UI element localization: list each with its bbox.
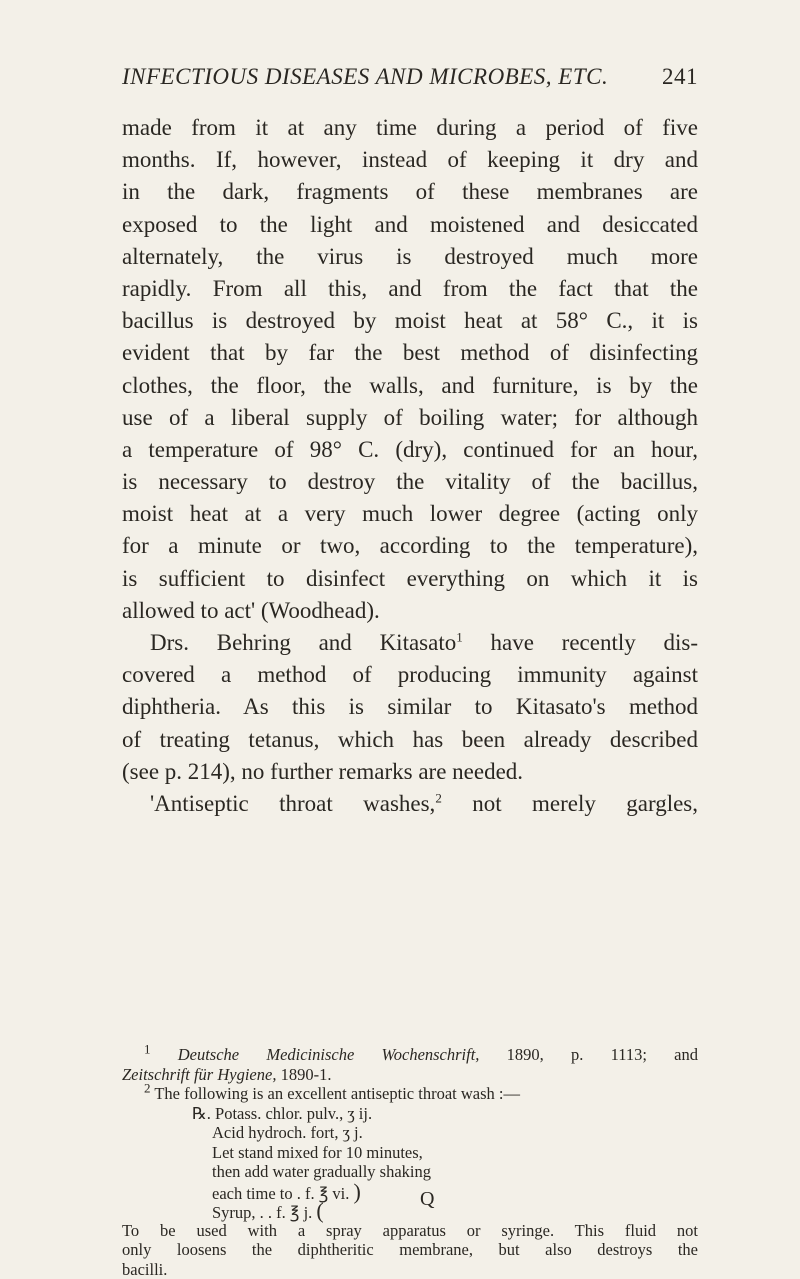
- body-line: allowed to act' (Woodhead).: [122, 595, 698, 627]
- brace-mark: (: [316, 1198, 323, 1223]
- body-line: clothes, the floor, the walls, and furniture, is by the: [122, 370, 698, 402]
- text-run: 1890, p. 1113; and: [479, 1045, 698, 1064]
- text-run: each time to . f. ℥ vi.: [212, 1184, 349, 1203]
- running-head-title: INFECTIOUS DISEASES AND MICROBES, ETC.: [122, 64, 608, 90]
- text-run: 'Antiseptic throat washes,: [150, 791, 435, 816]
- body-line: evident that by far the best method of disinfecting: [122, 337, 698, 369]
- body-line: use of a liberal supply of boiling water; for although: [122, 402, 698, 434]
- footnote-1-line-2: [122, 1065, 698, 1085]
- body-line: is sufficient to disinfect everything on which it is: [122, 563, 698, 595]
- footnote-2-closing: bacilli.: [122, 1260, 698, 1279]
- footnotes: [122, 1045, 698, 1279]
- journal-title: Deutsche Medicinische Wochenschrift,: [178, 1045, 480, 1064]
- body-line: in the dark, fragments of these membranes are: [122, 176, 698, 208]
- body-line: a temperature of 98° C. (dry), continued for an hour,: [122, 434, 698, 466]
- text-run: Drs. Behring and Kitasato: [150, 630, 456, 655]
- body-line: (see p. 214), no further remarks are needed.: [122, 756, 698, 788]
- body-line: of treating tetanus, which has been already described: [122, 724, 698, 756]
- footnote-2-closing: only loosens the diphtheritic membrane, but also destroys the: [122, 1240, 698, 1260]
- footnote-2-closing: To be used with a spray apparatus or syringe. This fluid not: [122, 1221, 698, 1241]
- paragraph-2-first-line: [122, 627, 698, 659]
- brace-mark: ): [354, 1179, 361, 1204]
- footnote-2-intro: [122, 1084, 698, 1104]
- journal-title: Zeitschrift für Hygiene,: [122, 1065, 276, 1084]
- body-line: alternately, the virus is destroyed much more: [122, 241, 698, 273]
- recipe-line: Acid hydroch. fort, ʒ j.: [192, 1123, 612, 1143]
- body-line: made from it at any time during a period of five: [122, 112, 698, 144]
- footnote-ref-1: 1: [456, 629, 463, 644]
- recipe-line: Let stand mixed for 10 minutes,: [192, 1143, 612, 1163]
- body-line: diphtheria. As this is similar to Kitasato's method: [122, 691, 698, 723]
- text-run: have recently dis-: [463, 630, 698, 655]
- text-run: 1890-1.: [276, 1065, 331, 1084]
- recipe-line: [192, 1182, 612, 1202]
- body-line: covered a method of producing immunity against: [122, 659, 698, 691]
- body-text: [122, 112, 698, 820]
- signature-mark: Q: [420, 1188, 434, 1211]
- footnote-marker: 2: [144, 1081, 151, 1096]
- footnote-1-line-1: [122, 1045, 698, 1065]
- recipe-line: [192, 1201, 612, 1221]
- body-line: rapidly. From all this, and from the fact that the: [122, 273, 698, 305]
- page-number: 241: [662, 64, 698, 90]
- text-run: The following is an excellent antiseptic throat wash :—: [154, 1084, 520, 1103]
- text-run: Syrup, . . f. ℥ j.: [212, 1203, 312, 1222]
- prescription-recipe: [192, 1104, 612, 1221]
- paragraph-3-first-line: [122, 788, 698, 820]
- footnote-marker: 1: [144, 1042, 151, 1057]
- body-line: bacillus is destroyed by moist heat at 58° C., it is: [122, 305, 698, 337]
- recipe-line: ℞. Potass. chlor. pulv., ʒ ij.: [192, 1104, 612, 1124]
- body-line: months. If, however, instead of keeping it dry and: [122, 144, 698, 176]
- body-line: is necessary to destroy the vitality of the bacillus,: [122, 466, 698, 498]
- recipe-line: then add water gradually shaking: [192, 1162, 612, 1182]
- text-run: not merely gargles,: [442, 791, 698, 816]
- running-head: [122, 64, 698, 100]
- body-line: moist heat at a very much lower degree (acting only: [122, 498, 698, 530]
- footnote-ref-2: 2: [435, 790, 442, 805]
- body-line: exposed to the light and moistened and desiccated: [122, 209, 698, 241]
- body-line: for a minute or two, according to the temperature),: [122, 530, 698, 562]
